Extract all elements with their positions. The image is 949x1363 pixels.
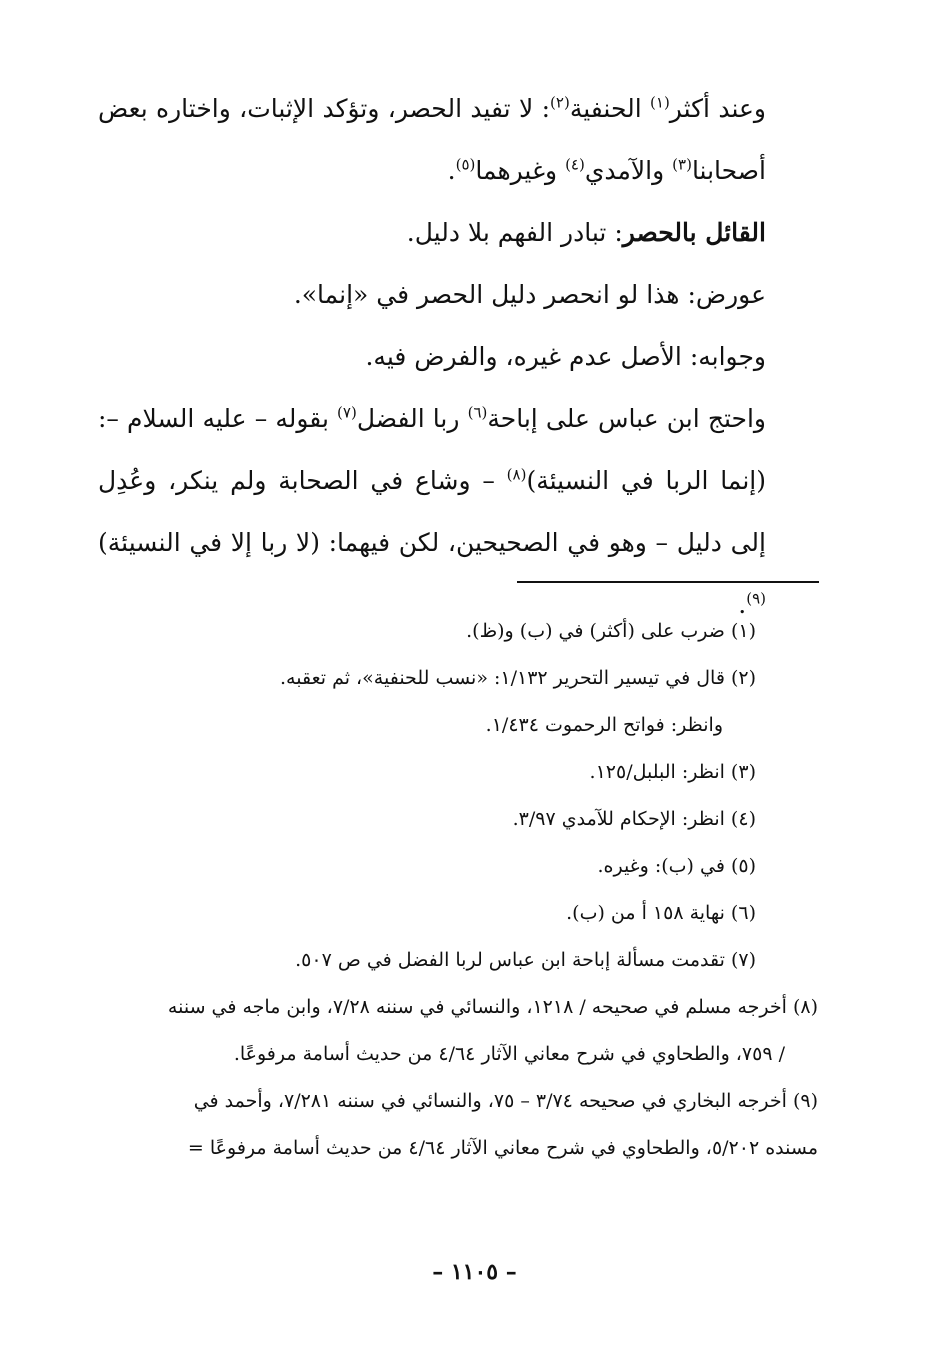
paragraph-ibn-abbas: واحتج ابن عباس على إباحة$^{(٦)}$ ربا الفضل$^{(٧)}$ بقوله – عليه السلام –: (إنما الربا في النسيئة)$^{(٨)}$ – وشاع في الصحابة ولم ينكر، وعُدِل إلى دليل – وهو في الصحيحين، لكن فيهما: (لا ربا إلا في النسيئة)$^{(٩)}$.: [98, 403, 766, 619]
footnote-ref-2[interactable]: (٢): [550, 93, 570, 112]
paragraph-restriction-argument: القائل بالحصر: تبادر الفهم بلا دليل.: [406, 218, 766, 247]
footnote-1: (١) ضرب على (أكثر) في (ب) و(ظ).: [466, 620, 756, 642]
footnote-9-continuation: مسنده ٥/٢٠٢، والطحاوي في شرح معاني الآثار ٤/٦٤ من حديث أسامة مرفوعًا =: [187, 1137, 818, 1159]
page-number: – ١١٠٥ –: [432, 1259, 517, 1285]
footnote-ref-9[interactable]: (٩): [746, 589, 766, 608]
footnotes-section: [98, 608, 818, 1172]
footnote-2-continuation: وانظر: فواتح الرحموت ١/٤٣٤.: [485, 714, 723, 736]
footnote-3: (٣) انظر: البلبل/١٢٥.: [589, 761, 756, 783]
footnote-2: (٢) قال في تيسير التحرير ١/١٣٢: «نسب للحنفية»، ثم تعقبه.: [280, 667, 756, 689]
footnote-7: (٧) تقدمت مسألة إباحة ابن عباس لربا الفضل في ص ٥٠٧.: [295, 949, 756, 971]
footnote-6: (٦) نهاية ١٥٨ أ من (ب).: [566, 902, 756, 924]
footnote-ref-6[interactable]: (٦): [467, 403, 488, 422]
footnote-5: (٥) في (ب): وغيره.: [597, 855, 756, 877]
footnote-8: (٨) أخرجه مسلم في صحيحه / ١٢١٨، والنسائي في سننه ٧/٢٨، وابن ماجه في سننه: [167, 996, 818, 1018]
paragraph-objection: عورض: هذا لو انحصر دليل الحصر في «إنما».: [293, 280, 766, 309]
footnote-ref-8[interactable]: (٨): [506, 465, 527, 484]
footnote-ref-4[interactable]: (٤): [565, 155, 585, 174]
footnote-8-continuation: / ٧٥٩، والطحاوي في شرح معاني الآثار ٤/٦٤ من حديث أسامة مرفوعًا.: [233, 1043, 785, 1065]
heading-term: القائل بالحصر: [622, 218, 766, 247]
footnote-9: (٩) أخرجه البخاري في صحيحه ٣/٧٤ – ٧٥، والنسائي في سننه ٧/٢٨١، وأحمد في: [193, 1090, 818, 1112]
footnote-ref-1[interactable]: (١): [650, 93, 670, 112]
footnote-ref-3[interactable]: (٣): [672, 155, 692, 174]
paragraph-answer: وجوابه: الأصل عدم غيره، والفرض فيه.: [365, 342, 766, 371]
main-text-body: [98, 78, 818, 636]
paragraph-hanafi-opinion: وعند أكثر$^{(١)}$ الحنفية$^{(٢)}$: لا تفيد الحصر، وتؤكد الإثبات، واختاره بعض أصحابنا$^{(٣)}$ والآمدي$^{(٤)}$ وغيرهما$^{(٥)}$.: [98, 93, 766, 185]
footnote-separator: [517, 581, 819, 583]
footnote-ref-5[interactable]: (٥): [455, 155, 476, 174]
footnote-ref-7[interactable]: (٧): [337, 403, 357, 422]
footnote-4: (٤) انظر: الإحكام للآمدي ٣/٩٧.: [512, 808, 756, 830]
